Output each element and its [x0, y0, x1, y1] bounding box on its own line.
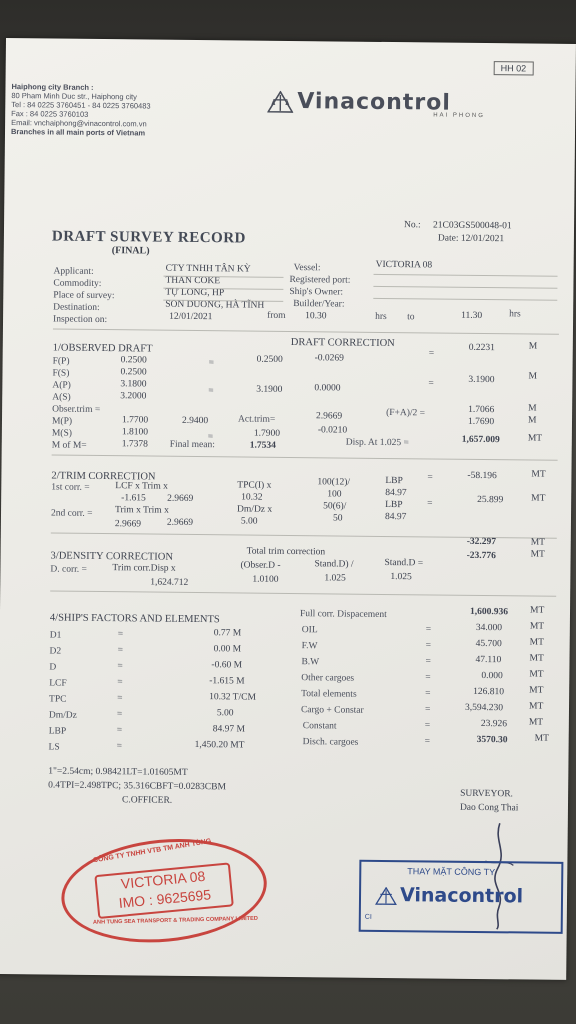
draft-label: F(P): [52, 356, 70, 367]
factor-equals: =: [116, 709, 123, 720]
branch-line: Email: vnchaiphong@vinacontrol.com.vn: [11, 118, 147, 129]
element-value: 3,594.230: [464, 702, 504, 714]
fa2-label: (F+A)/2 =: [386, 408, 426, 419]
conversion-line: 0.4TPI=2.498TPC; 35.316CBFT=0.0283CBM: [48, 780, 227, 793]
second-50-6: 50(6)/: [323, 501, 347, 512]
observed-draft-heading: 1/OBSERVED DRAFT: [52, 342, 153, 355]
inspection-date: 12/01/2021: [169, 311, 213, 323]
unit: M: [527, 415, 537, 426]
unit: MT: [529, 669, 544, 680]
factor-equals: =: [117, 661, 123, 672]
factor-equals: =: [117, 629, 124, 640]
unit: MT: [528, 717, 544, 728]
element-equals: =: [424, 704, 431, 715]
draft-label: M(S): [51, 428, 72, 439]
vessel-value: VICTORIA 08: [375, 259, 433, 271]
equals-sign: =: [427, 472, 433, 483]
factor-value: -1.615 M: [209, 676, 245, 687]
density-displacement: 1,624.712: [150, 577, 189, 588]
draft-value: 1.8100: [121, 427, 149, 438]
survey-sheet: [0, 38, 576, 980]
factor-equals: =: [116, 725, 123, 736]
stamp-logo-text: Vinacontrol: [399, 884, 524, 908]
factor-value: 0.00 M: [213, 644, 242, 655]
record-number-label: No.:: [404, 220, 421, 231]
standard-density-label: Stand.D) /: [314, 559, 354, 570]
standard-density-label: Stand.D =: [384, 557, 424, 569]
standard-density-value: 1.025: [390, 572, 412, 583]
observed-density-label: (Obser.D -: [240, 560, 281, 571]
observed-density-value: 1.0100: [252, 574, 279, 585]
applicant-value: CTY TNHH TÂN KỲ: [165, 263, 251, 275]
stamp-logo: [375, 884, 523, 908]
draft-label: M of M=: [51, 440, 87, 451]
ship-stamp: [57, 830, 272, 951]
record-number: [404, 220, 512, 231]
vinacontrol-stamp: [359, 860, 564, 934]
element-label: Total elements: [301, 689, 357, 700]
element-equals: =: [425, 672, 431, 683]
unit: MT: [529, 653, 544, 664]
unit: MT: [534, 733, 549, 744]
divider: [52, 455, 558, 461]
divider: [50, 590, 556, 596]
draft-value: 3.2000: [120, 391, 147, 402]
displacement-value: 1,657.009: [461, 434, 500, 446]
surveyor-label: SURVEYOR.: [460, 788, 513, 800]
vinacontrol-logo: [267, 89, 451, 116]
unit: MT: [530, 537, 546, 548]
midship-result: 1.7690: [467, 416, 495, 428]
aft-mean: 3.1900: [256, 384, 283, 395]
element-equals: =: [425, 624, 432, 635]
element-label: Other cargoes: [301, 673, 355, 684]
factor-value: 1,450.20 MT: [194, 740, 245, 751]
factor-label: D: [49, 662, 57, 673]
dmdz-label: Dm/Dz x: [237, 504, 273, 515]
first-lcf-value: -1.615: [121, 493, 146, 504]
factor-equals: =: [117, 677, 123, 688]
factor-value: -0.60 M: [211, 660, 243, 671]
branch-line: Fax : 84 0225 3760103: [11, 109, 89, 119]
element-label: B.W: [301, 657, 320, 668]
branch-address: [11, 82, 151, 137]
forward-result: 0.2231: [468, 342, 495, 354]
first-100-12: 100(12)/: [317, 477, 351, 488]
act-trim: 2.9669: [316, 411, 343, 422]
stamp-representative: THAY MẶT CÔNG TY: [407, 866, 496, 878]
from-label: from: [267, 310, 286, 321]
surveyor-name: Dao Cong Thai: [459, 802, 519, 814]
unit: M: [528, 403, 537, 414]
logo-text: Vinacontrol: [297, 89, 452, 116]
vessel-label: Vessel:: [293, 263, 321, 274]
stamp-code: CI: [364, 913, 372, 921]
first-100: 100: [327, 489, 342, 500]
element-value: 0.000: [481, 671, 503, 682]
factor-equals: =: [117, 645, 124, 656]
stamp-center: [94, 862, 234, 919]
factor-equals: =: [117, 693, 123, 704]
record-number-value: 21C03GS500048-01: [433, 220, 512, 232]
equals-sign: =: [427, 498, 433, 509]
element-value: 126.810: [473, 686, 505, 698]
element-label: Cargo + Constar: [300, 705, 364, 716]
fa2-value: 1.7066: [468, 404, 495, 416]
logo-subtext: HAI PHONG: [433, 112, 485, 120]
unit: MT: [530, 549, 545, 560]
draft-value: 1.7700: [121, 415, 149, 426]
density-correction-formula: Trim corr.Disp x: [112, 563, 176, 574]
equals-sign: =: [208, 386, 214, 397]
unit: MT: [531, 469, 546, 480]
stamp-ship-name: VICTORIA 08: [120, 867, 206, 892]
first-correction-result: -58.196: [467, 470, 497, 482]
draft-value: 0.2500: [120, 355, 147, 366]
element-label: Full corr. Dispacement: [299, 609, 387, 621]
conversion-line: 1"=2.54cm; 0.98421LT=1.01605MT: [48, 766, 188, 778]
stamp-imo: IMO : 9625695: [117, 886, 212, 911]
unit: MT: [527, 433, 543, 444]
element-equals: =: [424, 720, 431, 731]
factor-value: 84.97 M: [212, 724, 246, 735]
unit: M: [528, 371, 537, 382]
stamp-ring-text: CÔNG TY TNHH VTB TM ANH TÙNG: [92, 837, 212, 865]
factor-value: 10.32 T/CM: [209, 692, 256, 703]
applicant-label: Applicant:: [53, 266, 94, 277]
branch-line: Tel : 84 0225 3760451 - 84 0225 3760483: [11, 100, 151, 111]
midship-correction: -0.0210: [317, 425, 348, 436]
standard-density-value: 1.025: [324, 573, 346, 584]
displacement-label: Disp. At 1.025 =: [345, 437, 409, 449]
factor-label: D2: [49, 646, 62, 657]
draft-label: Obser.trim =: [52, 404, 101, 416]
draft-value: 3.1800: [120, 379, 147, 390]
factor-value: 0.77 M: [213, 628, 242, 639]
from-value: 10.30: [305, 311, 327, 322]
second-lbp-value: 84.97: [384, 511, 407, 523]
trim-sum: -32.297: [466, 536, 497, 548]
element-label: F.W: [301, 641, 318, 652]
element-label: Constant: [302, 721, 337, 732]
final-mean-label: Final mean:: [169, 439, 215, 451]
element-equals: =: [425, 640, 432, 651]
aft-correction: 0.0000: [314, 383, 341, 394]
equals-sign: =: [428, 348, 435, 359]
stamp-ring-text: ANH TUNG SEA TRANSPORT & TRADING COMPANY LIMITED: [92, 915, 258, 926]
element-value: 3570.30: [476, 734, 508, 746]
record-date-label: Date:: [437, 233, 459, 244]
element-label: Disch. cargoes: [302, 737, 359, 748]
second-correction-formula: Trim x Trim x: [115, 505, 169, 516]
draft-label: A(P): [52, 380, 71, 391]
branch-line: Haiphong city Branch :: [11, 82, 94, 92]
record-date-value: 12/01/2021: [460, 233, 505, 245]
factor-label: TPC: [49, 694, 67, 705]
tpc-value: 10.32: [241, 492, 263, 503]
forward-mean: 0.2500: [256, 354, 283, 365]
commodity-value: THAN COKE: [165, 275, 221, 287]
divider: [373, 286, 557, 289]
ship-owner-label: Ship's Owner:: [289, 286, 344, 298]
second-lbp-label: LBP: [385, 499, 403, 511]
second-correction-label: 2nd corr. =: [50, 508, 93, 519]
document-subtitle: (FINAL): [111, 245, 150, 257]
element-value: 47.110: [475, 654, 502, 666]
to-label: to: [407, 312, 415, 323]
ships-factors-heading: 4/SHIP'S FACTORS AND ELEMENTS: [49, 612, 220, 626]
unit: MT: [529, 685, 544, 696]
equals-sign: =: [428, 378, 434, 389]
midship-mean: 1.7900: [253, 428, 281, 439]
place-value: TỰ LONG, HP: [165, 287, 225, 299]
factor-equals: =: [116, 741, 123, 752]
officer-label: C.OFFICER.: [121, 795, 173, 806]
form-number: HH 02: [494, 61, 534, 75]
draft-value: 1.7378: [121, 439, 148, 450]
element-value: 34.000: [475, 622, 503, 634]
hours-label: hrs: [375, 311, 387, 323]
element-equals: =: [425, 656, 431, 667]
equals-sign: =: [207, 432, 214, 443]
draft-label: A(S): [52, 392, 71, 403]
divider: [53, 329, 559, 335]
final-mean-value: 1.7534: [249, 440, 276, 451]
element-label: OIL: [301, 625, 318, 636]
destination-label: Destination:: [53, 302, 100, 313]
element-value: 23.926: [480, 719, 508, 730]
to-value: 11.30: [461, 310, 483, 322]
divider: [373, 298, 557, 301]
inspection-label: Inspection on:: [53, 314, 108, 326]
document-title: DRAFT SURVEY RECORD: [51, 228, 246, 247]
lbp-label: LBP: [385, 475, 403, 487]
first-correction-formula: LCF x Trim x: [115, 481, 168, 492]
second-trim-b: 2.9669: [166, 517, 194, 528]
tpc-label: TPC(I) x: [237, 480, 272, 491]
factor-label: Dm/Dz: [48, 710, 77, 721]
lbp-value: 84.97: [385, 487, 407, 499]
place-label: Place of survey:: [53, 290, 115, 302]
draft-label: M(P): [51, 416, 73, 427]
factor-label: LCF: [49, 678, 67, 689]
density-correction-label: D. corr. =: [50, 564, 87, 575]
factor-value: 5.00: [216, 708, 234, 719]
density-result: -23.776: [466, 550, 496, 562]
act-trim-label: Act.trim=: [237, 414, 276, 425]
element-equals: =: [425, 688, 431, 699]
draft-correction-heading: DRAFT CORRECTION: [290, 336, 395, 350]
total-trim-label: Total trim correction: [246, 546, 326, 558]
registered-port-label: Registered port:: [289, 274, 351, 286]
record-date: [438, 234, 504, 245]
unit: MT: [529, 605, 545, 616]
factor-label: D1: [49, 630, 62, 641]
second-50: 50: [332, 513, 343, 524]
unit: MT: [529, 637, 544, 648]
unit: MT: [531, 493, 546, 504]
element-value: 45.700: [475, 638, 502, 650]
observed-trim: 2.9400: [181, 415, 209, 427]
equals-sign: =: [208, 358, 215, 369]
factor-label: LBP: [48, 726, 67, 737]
dmdz-value: 5.00: [240, 516, 258, 527]
branch-line: 80 Pham Minh Duc str., Haiphong city: [11, 91, 137, 102]
unit: MT: [529, 621, 545, 632]
scales-icon: [375, 886, 397, 904]
scales-icon: [267, 91, 293, 113]
factor-label: LS: [48, 742, 60, 753]
commodity-label: Commodity:: [53, 278, 102, 290]
density-correction-heading: 3/DENSITY CORRECTION: [50, 550, 174, 563]
element-equals: =: [424, 736, 431, 747]
draft-value: 0.2500: [120, 367, 147, 378]
element-value: 1,600.936: [469, 606, 509, 618]
forward-correction: -0.0269: [314, 353, 345, 364]
trim-correction-heading: 2/TRIM CORRECTION: [51, 470, 156, 483]
hours-label: hrs: [509, 309, 521, 320]
builder-year-label: Builder/Year:: [293, 299, 345, 310]
first-trim-value: 2.9669: [167, 493, 194, 504]
destination-value: SON DUONG, HÀ TĨNH: [165, 299, 265, 311]
first-correction-label: 1st corr. =: [51, 482, 90, 493]
unit: M: [528, 341, 538, 352]
aft-result: 3.1900: [468, 374, 495, 386]
second-trim-a: 2.9669: [114, 519, 142, 530]
unit: MT: [528, 701, 544, 712]
draft-label: F(S): [52, 368, 70, 379]
second-correction-result: 25.899: [477, 494, 504, 506]
divider: [374, 274, 558, 277]
branch-line: Branches in all main ports of Vietnam: [10, 127, 146, 138]
